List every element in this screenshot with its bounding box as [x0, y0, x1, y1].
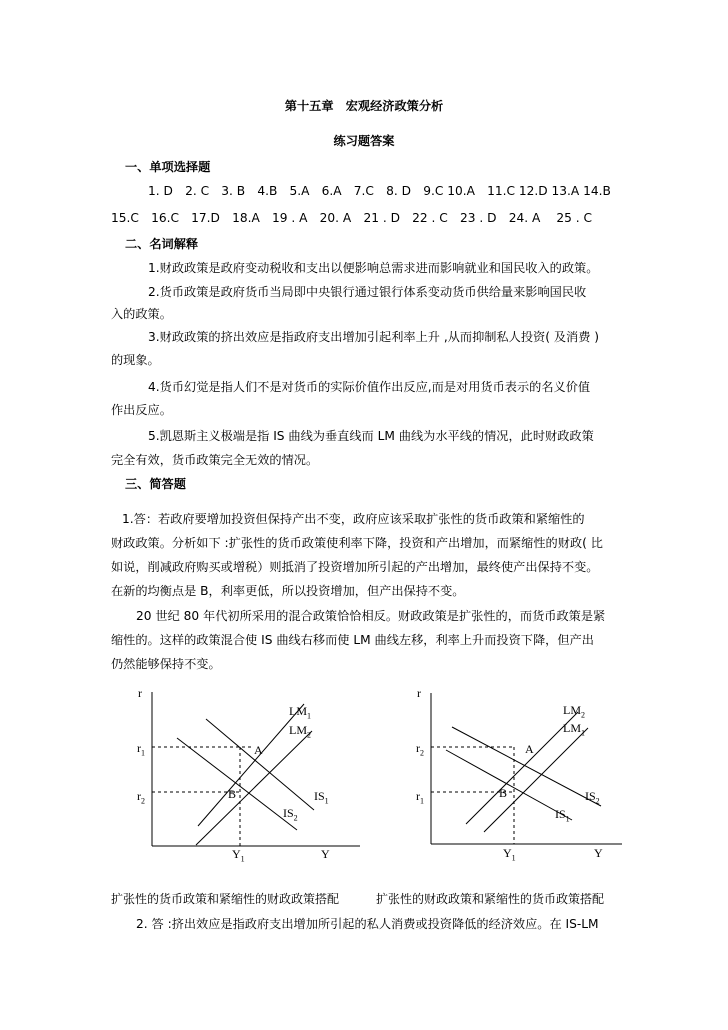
term-2-line-1: 2.货币政策是政府货币当局即中央银行通过银行体系变动货币供给量来影响国民收 [148, 285, 587, 299]
right-r2-label: $r_2$ [416, 741, 424, 758]
left-lm1-label: $LM_1$ [289, 704, 311, 721]
right-lm1-label: $LM_1$ [563, 721, 585, 738]
right-r1-label: $r_1$ [416, 789, 424, 806]
question-2-answer-line-1: 2. 答 :挤出效应是指政府支出增加所引起的私人消费或投资降低的经济效应。在 IS-LM [136, 917, 599, 931]
answer-row-2: 15.C 16.C 17.D 18.A 19 . A 20. A 21 . D 22 . C 23 . D 24. A 25 . C [111, 211, 592, 225]
right-figure-caption: 扩张性的财政政策和紧缩性的货币政策搭配 [376, 892, 605, 906]
section-heading-short-answer: 三、简答题 [125, 477, 186, 491]
right-y-axis-label: Y [594, 846, 603, 860]
left-lm2-label: $LM_2$ [289, 723, 311, 740]
section-heading-terms: 二、名词解释 [125, 237, 199, 251]
answer-paragraph-line-5: 20 世纪 80 年代初所采用的混合政策恰恰相反。财政政策是扩张性的，而货币政策是紧 [136, 609, 606, 623]
page-title: 第十五章 宏观经济政策分析 [284, 99, 444, 113]
answer-paragraph-line-6: 缩性的。这样的政策混合使 IS 曲线右移而使 LM 曲线左移，利率上升而投资下降，但产出 [111, 633, 594, 647]
term-1: 1.财政政策是政府变动税收和支出以便影响总需求进而影响就业和国民收入的政策。 [148, 261, 599, 275]
right-y1-label: $Y_1$ [503, 846, 516, 863]
term-4-line-2: 作出反应。 [111, 403, 172, 417]
term-3-line-1: 3.财政政策的挤出效应是指政府支出增加引起利率上升 ,从而抑制私人投资( 及消费 ) [148, 330, 600, 344]
left-point-a: A [254, 743, 263, 757]
right-point-a: A [525, 742, 534, 756]
answer-paragraph-line-4: 在新的均衡点是 B，利率更低，所以投资增加，但产出保持不变。 [111, 584, 465, 598]
left-point-b: B [228, 787, 237, 801]
answer-paragraph-line-7: 仍然能够保持不变。 [111, 657, 221, 671]
term-4-line-1: 4.货币幻觉是指人们不是对货币的实际价值作出反应,而是对用货币表示的名义价值 [148, 380, 591, 394]
answer-paragraph-line-3: 如说，削减政府购买或增税）则抵消了投资增加所引起的产出增加，最终使产出保持不变。 [111, 560, 599, 574]
right-is2-label: $IS_2$ [585, 789, 600, 806]
right-lm2-label: $LM_2$ [563, 703, 585, 720]
term-5-line-1: 5.凯恩斯主义极端是指 IS 曲线为垂直线而 LM 曲线为水平线的情况，此时财政政策 [148, 429, 594, 443]
left-is1-label: $IS_1$ [314, 789, 329, 806]
term-3-line-2: 的现象。 [111, 353, 160, 367]
term-2-line-2: 入的政策。 [111, 307, 172, 321]
left-is2-label: $IS_2$ [283, 806, 298, 823]
answer-paragraph-line-1: 1.答：若政府要增加投资但保持产出不变，政府应该采取扩张性的货币政策和紧缩性的 [122, 512, 585, 526]
term-5-line-2: 完全有效，货币政策完全无效的情况。 [111, 453, 319, 467]
section-heading-choice: 一、单项选择题 [125, 160, 211, 174]
right-is1-curve [446, 750, 572, 820]
left-y-axis-label: Y [321, 847, 330, 861]
page-subtitle: 练习题答案 [333, 134, 395, 148]
answer-row-1: 1. D 2. C 3. B 4.B 5.A 6.A 7.C 8. D 9.C 10.A 11.C 12.D 13.A 14.B [148, 184, 611, 198]
right-point-b: B [499, 786, 508, 800]
left-r2-label: $r_2$ [137, 789, 145, 806]
left-figure-caption: 扩张性的货币政策和紧缩性的财政政策搭配 [111, 892, 340, 906]
left-r1-label: $r_1$ [137, 741, 145, 758]
right-r-axis-label: r [417, 686, 421, 700]
answer-paragraph-line-2: 财政政策。分析如下 :扩张性的货币政策使利率下降，投资和产出增加，而紧缩性的财政( 比 [111, 536, 603, 550]
left-y1-label: $Y_1$ [232, 847, 245, 864]
left-r-axis-label: r [138, 686, 142, 700]
right-is1-label: $IS_1$ [555, 807, 570, 824]
